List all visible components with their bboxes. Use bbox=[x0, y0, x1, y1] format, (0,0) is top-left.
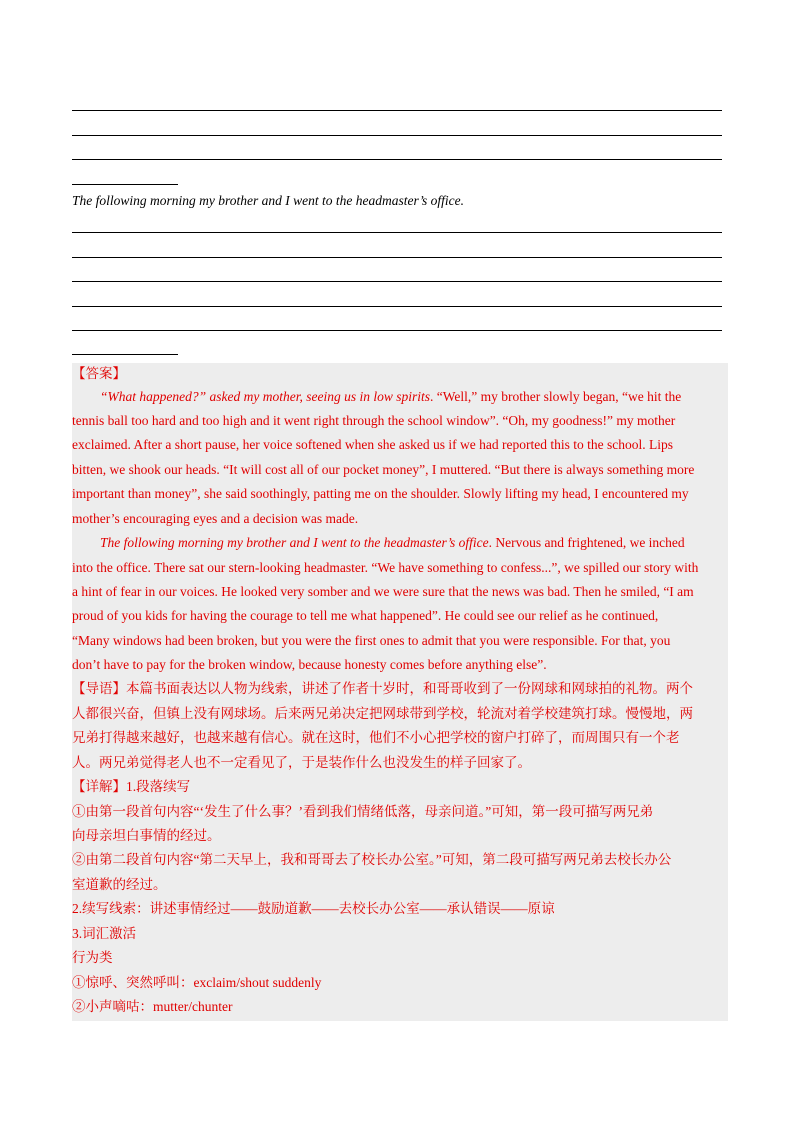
writing-line bbox=[72, 135, 722, 136]
guide-line: 人都很兴奋，但镇上没有网球场。后来两兄弟决定把网球带到学校，轮流对着学校建筑打球。慢慢地，两 bbox=[72, 706, 693, 721]
writing-line-short bbox=[72, 354, 178, 355]
answer-paragraph-2-line: into the office. There sat our stern-looking headmaster. “We have something to confess...”, we spilled our story with bbox=[72, 560, 699, 575]
detail-clue: 2.续写线索：讲述事情经过——鼓励道歉——去校长办公室——承认错误——原谅 bbox=[72, 901, 555, 916]
answer-section bbox=[72, 363, 728, 1021]
guide-line: 人。两兄弟觉得老人也不一定看见了，于是装作什么也没发生的样子回家了。 bbox=[72, 755, 531, 770]
writing-line bbox=[72, 306, 722, 307]
vocab-category: 行为类 bbox=[72, 950, 113, 965]
detail-item: 向母亲坦白事情的经过。 bbox=[72, 828, 221, 843]
vocab-heading: 3.词汇激活 bbox=[72, 926, 137, 941]
answer-paragraph-1-line: exclaimed. After a short pause, her voice softened when she asked us if we had reported this to the school. Lips bbox=[72, 437, 673, 452]
answer-paragraph-1-line: tennis ball too hard and too high and it went right through the school window”. “Oh, my goodness!” my mother bbox=[72, 413, 676, 428]
answer-text: . Nervous and frightened, we inched bbox=[488, 535, 685, 550]
answer-paragraph-1-line: important than money”, she said soothingly, patting me on the shoulder. Slowly lifting my head, I encountered my bbox=[72, 486, 689, 501]
answer-paragraph-2-line: “Many windows had been broken, but you were the first ones to admit that you were responsible. For that, you bbox=[72, 633, 671, 648]
answer-text: . “Well,” my brother slowly began, “we hit the bbox=[430, 389, 682, 404]
answer-label: 【答案】 bbox=[72, 366, 126, 381]
answer-paragraph-2-line: a hint of fear in our voices. He looked very somber and we were sure that the news was bad. Then he smiled, “I am bbox=[72, 584, 694, 599]
writing-line bbox=[72, 232, 722, 233]
vocab-item: ①惊呼、突然呼叫：exclaim/shout suddenly bbox=[72, 975, 322, 990]
detail-item: 室道歉的经过。 bbox=[72, 877, 167, 892]
writing-line bbox=[72, 257, 722, 258]
detail-item: ①由第一段首句内容“‘发生了什么事？’看到我们情绪低落，母亲问道。”可知，第一段可描写两兄弟 bbox=[72, 804, 654, 819]
answer-paragraph-2-line: proud of you kids for having the courage to tell me what happened”. He could see our relief as he continued, bbox=[72, 608, 659, 623]
answer-paragraph-1-line bbox=[100, 389, 681, 405]
answer-paragraph-2-line: don’t have to pay for the broken window, because honesty comes before anything else”. bbox=[72, 657, 547, 672]
guide-line: 【导语】本篇书面表达以人物为线索，讲述了作者十岁时，和哥哥收到了一份网球和网球拍的礼物。两个 bbox=[72, 681, 693, 696]
writing-line bbox=[72, 330, 722, 331]
starter-quote: The following morning my brother and I went to the headmaster’s office bbox=[100, 535, 489, 550]
writing-line bbox=[72, 159, 722, 160]
starter-sentence: The following morning my brother and I went to the headmaster’s office. bbox=[72, 193, 464, 208]
answer-paragraph-1-line: bitten, we shook our heads. “It will cost all of our pocket money”, I muttered. “But there is always something more bbox=[72, 462, 695, 477]
vocab-item: ②小声嘀咕：mutter/chunter bbox=[72, 999, 233, 1014]
writing-line-short bbox=[72, 184, 178, 185]
starter-quote: “What happened?” asked my mother, seeing us in low spirits bbox=[100, 389, 430, 404]
answer-paragraph-1-line: mother’s encouraging eyes and a decision was made. bbox=[72, 511, 359, 526]
writing-line bbox=[72, 281, 722, 282]
detail-heading: 【详解】1.段落续写 bbox=[72, 779, 191, 794]
answer-paragraph-2-line bbox=[100, 535, 685, 551]
guide-line: 兄弟打得越来越好，也越来越有信心。就在这时，他们不小心把学校的窗户打碎了，而周围只有一个老 bbox=[72, 730, 680, 745]
writing-line bbox=[72, 110, 722, 111]
detail-item: ②由第二段首句内容“第二天早上，我和哥哥去了校长办公室。”可知，第二段可描写两兄弟去校长办公 bbox=[72, 852, 672, 867]
